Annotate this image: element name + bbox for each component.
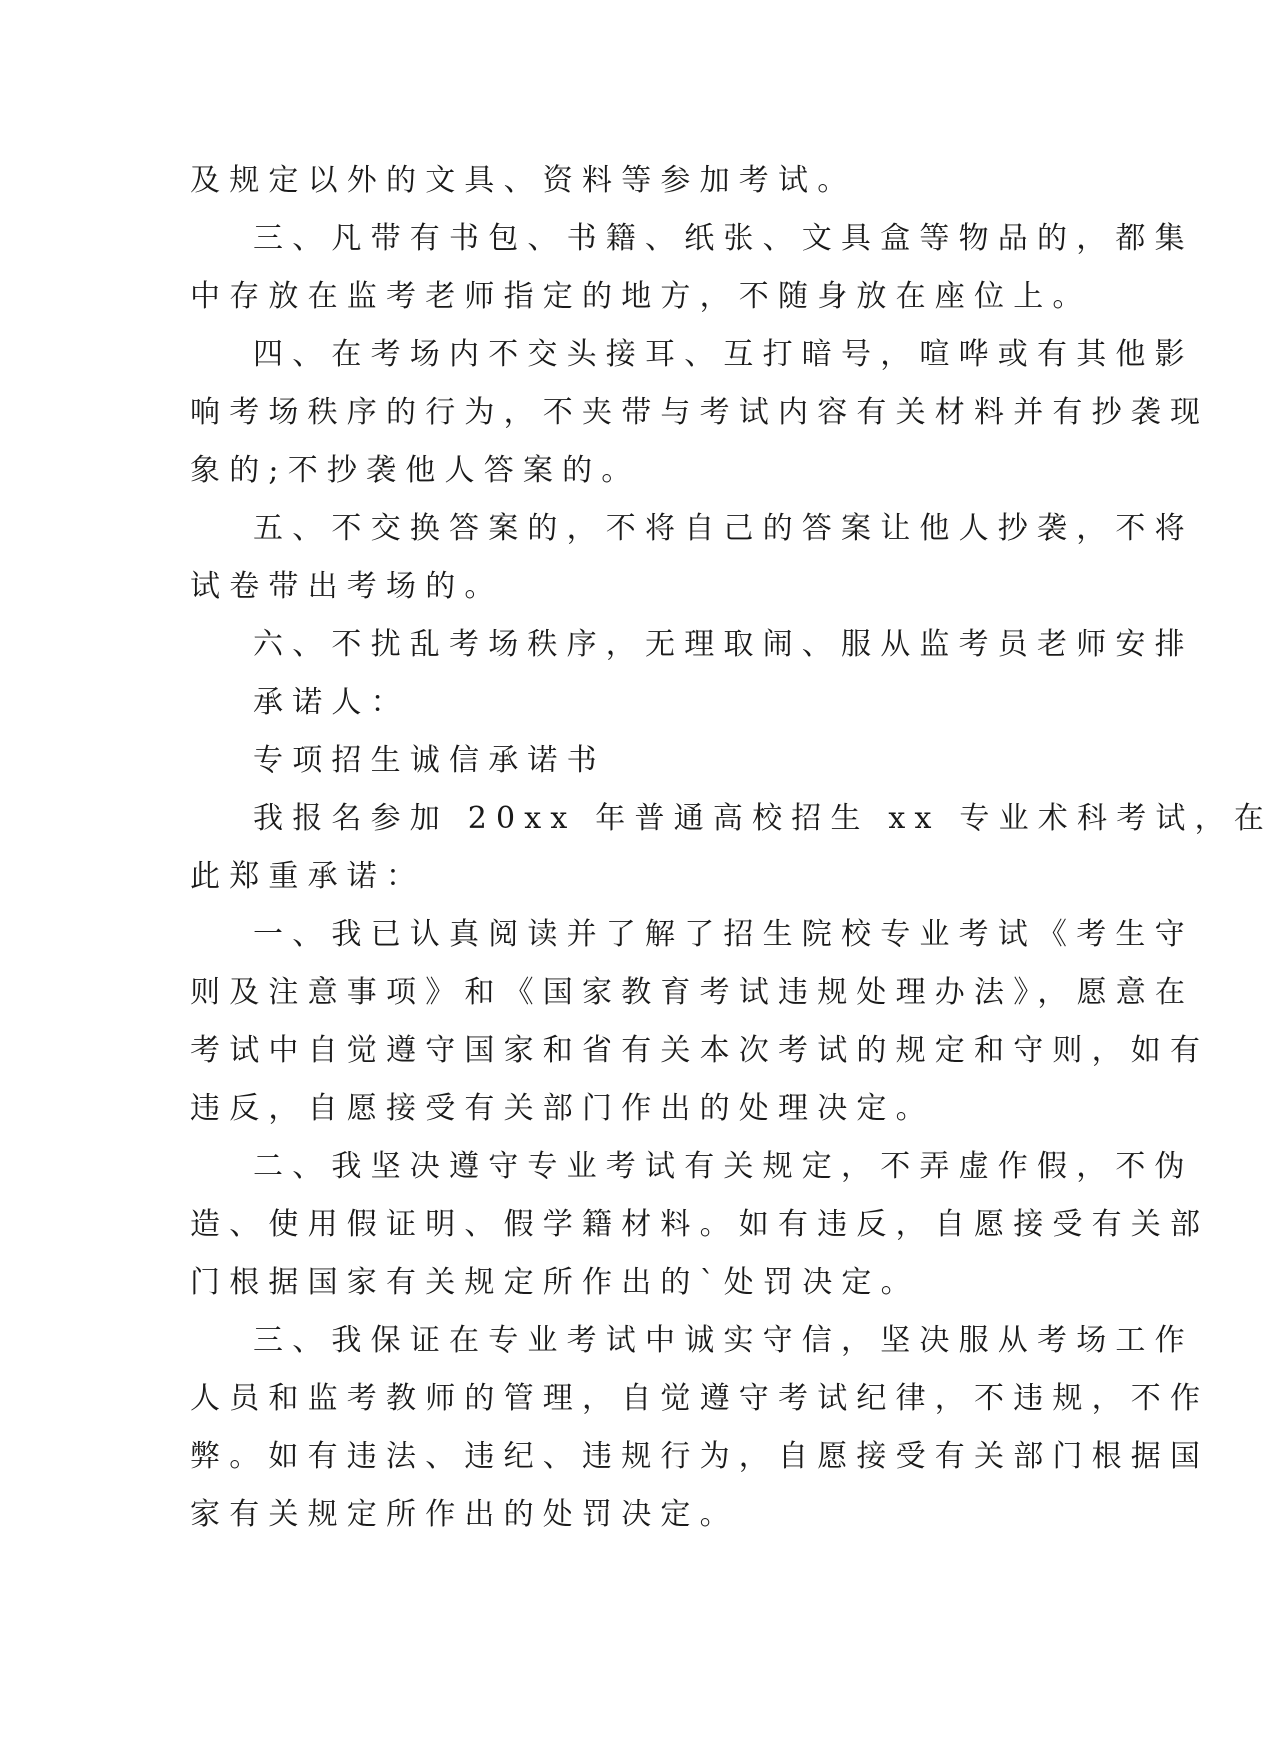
- text-line: 五、不交换答案的，不将自己的答案让他人抄袭，不将: [253, 511, 1194, 546]
- text-line: 则及注意事项》和《国家教育考试违规处理办法》，愿意在: [190, 975, 1195, 1010]
- text-line: 一、我已认真阅读并了解了招生院校专业考试《考生守: [253, 917, 1194, 952]
- text-line: 象的;不抄袭他人答案的。: [190, 453, 641, 488]
- text-line: 弊。如有违法、违纪、违规行为，自愿接受有关部门根据国: [190, 1439, 1210, 1474]
- text-line: 三、凡带有书包、书籍、纸张、文具盒等物品的，都集: [253, 221, 1194, 256]
- text-line: 六、不扰乱考场秩序，无理取闹、服从监考员老师安排: [253, 627, 1194, 662]
- text-line: 试卷带出考场的。: [190, 569, 504, 604]
- text-line: 我报名参加 20xx 年普通高校招生 xx 专业术科考试，在: [253, 801, 1273, 836]
- text-line: 及规定以外的文具、资料等参加考试。: [190, 163, 857, 198]
- text-line: 人员和监考教师的管理，自觉遵守考试纪律，不违规，不作: [190, 1381, 1210, 1416]
- text-line: 中存放在监考老师指定的地方，不随身放在座位上。: [190, 279, 1092, 314]
- text-line: 三、我保证在专业考试中诚实守信，坚决服从考场工作: [253, 1323, 1194, 1358]
- section-title: 专项招生诚信承诺书: [253, 743, 606, 778]
- text-line: 四、在考场内不交头接耳、互打暗号，喧哗或有其他影: [253, 337, 1194, 372]
- text-line: 违反，自愿接受有关部门作出的处理决定。: [190, 1091, 935, 1126]
- text-line: 响考场秩序的行为，不夹带与考试内容有关材料并有抄袭现: [190, 395, 1210, 430]
- text-line: 门根据国家有关规定所作出的`处罚决定。: [190, 1265, 920, 1300]
- document-body: [190, 152, 1273, 1544]
- signature-label: 承诺人：: [253, 685, 410, 720]
- text-line: 家有关规定所作出的处罚决定。: [190, 1497, 739, 1532]
- text-line: 二、我坚决遵守专业考试有关规定，不弄虚作假，不伪: [253, 1149, 1194, 1184]
- text-line: 考试中自觉遵守国家和省有关本次考试的规定和守则，如有: [190, 1033, 1210, 1068]
- text-line: 造、使用假证明、假学籍材料。如有违反，自愿接受有关部: [190, 1207, 1210, 1242]
- text-line: 此郑重承诺：: [190, 859, 426, 894]
